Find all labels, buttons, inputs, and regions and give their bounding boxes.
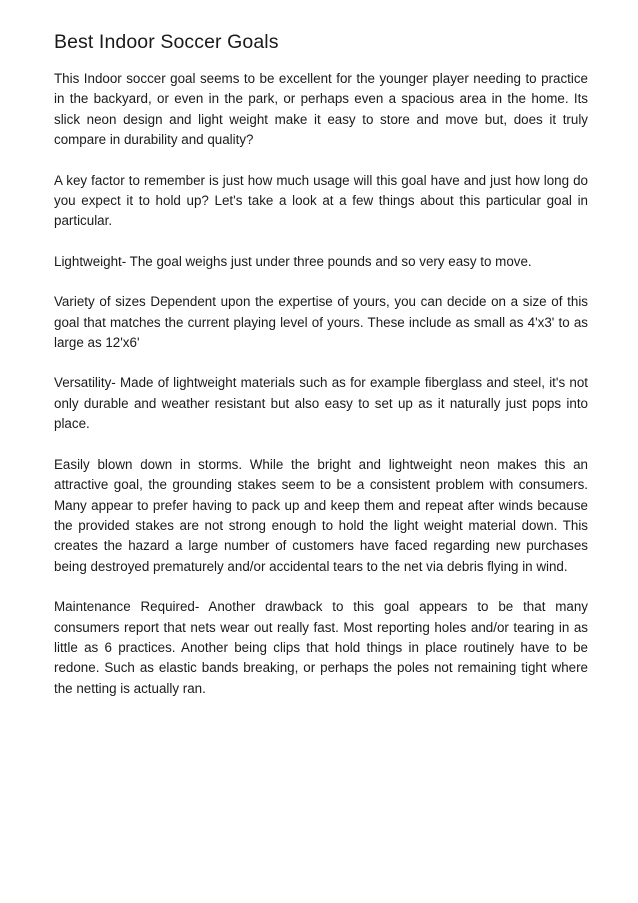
paragraph-maintenance: Maintenance Required- Another drawback to this goal appears to be that many consumers report that nets wear out really fast. Most reporting holes and/or tearing in as little as 6 practices. Another being clips that hold things in place routinely have to be redone. Such as elastic bands breaking, or perhaps the poles not remaining tight where the netting is actually ran.	[54, 599, 588, 696]
paragraph-storms: Easily blown down in storms. While the bright and lightweight neon makes this an attractive goal, the grounding stakes seem to be a consistent problem with consumers. Many appear to prefer having to pack up and keep them and repeat after winds because the provided stakes are not strong enough to hold the light weight material down. This creates the hazard a large number of customers have faced regarding new purchases being destroyed prematurely and/or accidental tears to the net via debris flying in wind.	[54, 456, 588, 574]
paragraph-variety-of-sizes: Variety of sizes Dependent upon the expertise of yours, you can decide on a size of this goal that matches the current playing level of yours. These include as small as 4'x3' to as large as 12'x6'	[54, 294, 588, 351]
document-title: Best Indoor Soccer Goals	[54, 31, 279, 53]
paragraph-intro: This Indoor soccer goal seems to be excellent for the younger player needing to practice in the backyard, or even in the park, or perhaps even a spacious area in the home. Its slick neon design and light weight make it easy to store and move but, does it truly compare in durability and quality?	[54, 71, 588, 148]
document-body	[54, 27, 588, 699]
paragraph-lightweight: Lightweight- The goal weighs just under three pounds and so very easy to move.	[54, 253, 532, 269]
paragraph-key-factor: A key factor to remember is just how much usage will this goal have and just how long do you expect it to hold up? Let's take a look at a few things about this particular goal in particular.	[54, 172, 588, 229]
paragraph-versatility: Versatility- Made of lightweight materials such as for example fiberglass and steel, it's not only durable and weather resistant but also easy to set up as it naturally just pops into place.	[54, 375, 588, 432]
